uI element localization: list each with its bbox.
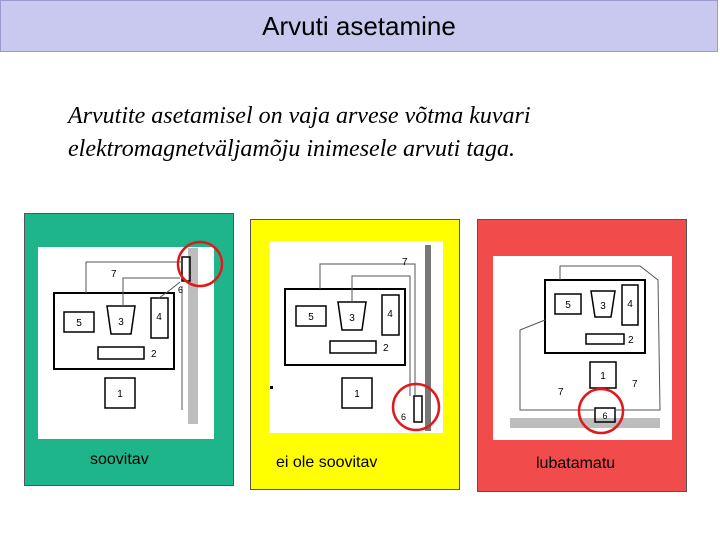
label-4: 4 bbox=[387, 309, 393, 320]
label-1: 1 bbox=[117, 389, 123, 400]
label-1: 1 bbox=[354, 389, 360, 400]
label-2: 2 bbox=[628, 335, 634, 346]
label-2: 2 bbox=[151, 349, 157, 360]
caption-forbidden: lubatamatu bbox=[536, 455, 616, 472]
label-4: 4 bbox=[156, 312, 162, 323]
label-3: 3 bbox=[118, 317, 124, 328]
intro-line-1: Arvutite asetamisel on vaja arvese võtma kuvari bbox=[68, 103, 531, 129]
page-title: Arvuti asetamine bbox=[262, 11, 456, 41]
label-5: 5 bbox=[76, 318, 82, 329]
label-1: 1 bbox=[600, 371, 606, 382]
label-7: 7 bbox=[558, 387, 564, 398]
label-5: 5 bbox=[308, 312, 314, 323]
caption-recommended: soovitav bbox=[90, 451, 149, 468]
diagram-recommended bbox=[38, 242, 222, 439]
diagram-not-recommended bbox=[269, 241, 443, 433]
label-5: 5 bbox=[565, 300, 571, 311]
label-4: 4 bbox=[627, 299, 633, 310]
label-6: 6 bbox=[401, 412, 407, 422]
label-3: 3 bbox=[349, 313, 355, 324]
label-7: 7 bbox=[402, 257, 408, 268]
label-6: 6 bbox=[178, 285, 184, 295]
label-2: 2 bbox=[383, 343, 389, 354]
intro-line-2: elektromagnetväljamõju inimesele arvuti taga. bbox=[68, 136, 516, 162]
label-7: 7 bbox=[111, 269, 117, 280]
label-6: 6 bbox=[602, 411, 608, 421]
label-7b: 7 bbox=[632, 379, 638, 390]
dot-marker bbox=[270, 386, 273, 389]
diagram-forbidden bbox=[493, 256, 672, 440]
caption-not-recommended: ei ole soovitav bbox=[276, 454, 378, 471]
label-3: 3 bbox=[600, 301, 606, 312]
